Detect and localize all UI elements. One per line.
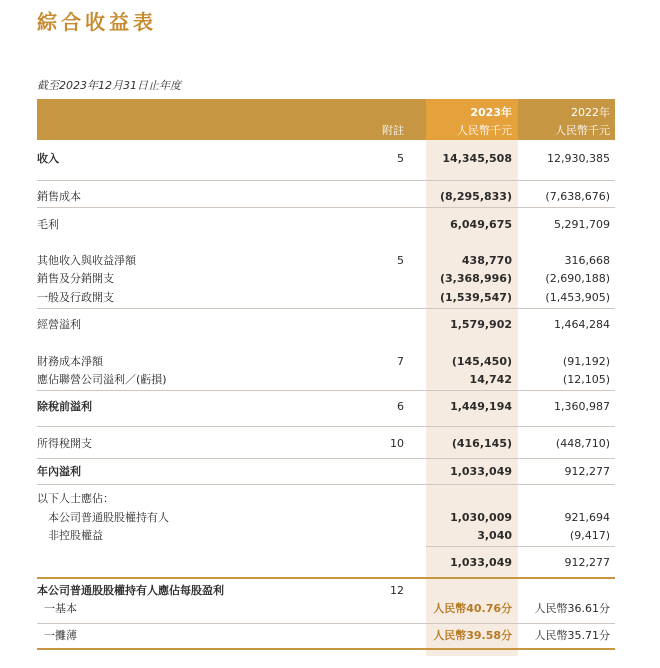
row-prior: 1,360,987 <box>554 400 610 413</box>
row-prior: 人民幣35.71分 <box>534 629 610 642</box>
table-row-eps-basic <box>0 601 660 617</box>
table-row <box>0 491 660 507</box>
page-title: 綜合收益表 <box>37 10 157 34</box>
table-row <box>0 317 660 333</box>
table-row <box>0 253 660 269</box>
table-row <box>0 189 660 205</box>
row-prior: 5,291,709 <box>554 218 610 231</box>
row-note: 5 <box>397 254 404 267</box>
row-prior: 人民幣36.61分 <box>534 602 610 615</box>
row-note: 6 <box>397 400 404 413</box>
row-prior: 316,668 <box>564 254 610 267</box>
divider <box>37 390 615 391</box>
row-label: 收入 <box>37 152 59 165</box>
row-current: 6,049,675 <box>450 218 512 231</box>
row-label: 一攤薄 <box>44 629 77 642</box>
row-current: 1,033,049 <box>450 465 512 478</box>
current-unit-header: 人民幣千元 <box>457 124 512 137</box>
row-label: 本公司普通股股權持有人應佔每股盈利 <box>37 584 224 597</box>
divider <box>37 484 615 485</box>
row-prior: (9,417) <box>569 529 610 542</box>
divider <box>37 180 615 181</box>
row-label: 毛利 <box>37 218 59 231</box>
row-note: 5 <box>397 152 404 165</box>
row-prior: 912,277 <box>564 465 610 478</box>
row-note: 12 <box>390 584 404 597</box>
row-current: (3,368,996) <box>440 272 512 285</box>
divider <box>37 458 615 459</box>
row-prior: (7,638,676) <box>545 190 610 203</box>
row-prior: (448,710) <box>555 437 610 450</box>
current-year-header: 2023年 <box>470 106 512 119</box>
table-row <box>0 271 660 287</box>
row-current: 1,579,902 <box>450 318 512 331</box>
row-current: (145,450) <box>451 355 512 368</box>
row-label: 所得稅開支 <box>37 437 92 450</box>
table-row <box>0 217 660 233</box>
table-row <box>0 528 660 544</box>
table-row <box>0 372 660 388</box>
divider-thick <box>37 577 615 579</box>
table-row-eps-diluted <box>0 628 660 644</box>
row-current: 1,033,049 <box>450 556 512 569</box>
row-label: 財務成本淨額 <box>37 355 103 368</box>
row-label: 應佔聯營公司溢利／(虧損) <box>37 373 167 386</box>
note-column-header: 附註 <box>382 124 404 137</box>
table-row-revenue <box>0 151 660 167</box>
table-row <box>0 436 660 452</box>
row-label: 非控股權益 <box>48 529 103 542</box>
row-current: 人民幣40.76分 <box>433 602 512 615</box>
row-current: 人民幣39.58分 <box>433 629 512 642</box>
row-label: 一般及行政開支 <box>37 291 114 304</box>
row-current: (1,539,547) <box>440 291 512 304</box>
table-row <box>0 510 660 526</box>
row-prior: 912,277 <box>564 556 610 569</box>
row-prior: 12,930,385 <box>547 152 610 165</box>
row-label: 銷售成本 <box>37 190 81 203</box>
row-current: 1,030,009 <box>450 511 512 524</box>
row-prior: (12,105) <box>562 373 610 386</box>
row-prior: 921,694 <box>564 511 610 524</box>
row-current: 438,770 <box>461 254 512 267</box>
table-row-profit-before-tax <box>0 399 660 415</box>
row-note: 10 <box>390 437 404 450</box>
row-current: 14,345,508 <box>442 152 512 165</box>
prior-year-header: 2022年 <box>571 106 610 119</box>
divider <box>37 426 615 427</box>
row-label: 除稅前溢利 <box>37 400 92 413</box>
period-subtitle: 截至2023年12月31日止年度 <box>37 79 181 92</box>
prior-unit-header: 人民幣千元 <box>555 124 610 137</box>
row-prior: (2,690,188) <box>545 272 610 285</box>
subtotal-divider <box>426 546 615 547</box>
divider-thick <box>37 648 615 650</box>
row-prior: (91,192) <box>562 355 610 368</box>
row-current: 1,449,194 <box>450 400 512 413</box>
row-label: 本公司普通股股權持有人 <box>48 511 169 524</box>
row-prior: 1,464,284 <box>554 318 610 331</box>
row-note: 7 <box>397 355 404 368</box>
row-prior: (1,453,905) <box>545 291 610 304</box>
table-row-eps-heading <box>0 583 660 599</box>
table-row <box>0 290 660 306</box>
divider <box>37 207 615 208</box>
row-label: 年內溢利 <box>37 465 81 478</box>
row-current: (416,145) <box>451 437 512 450</box>
table-row-total <box>0 555 660 571</box>
row-current: 3,040 <box>477 529 512 542</box>
row-label: 銷售及分銷開支 <box>37 272 114 285</box>
row-current: (8,295,833) <box>440 190 512 203</box>
row-label: 一基本 <box>44 602 77 615</box>
row-label: 以下人士應佔： <box>37 492 114 505</box>
divider <box>37 623 615 624</box>
divider <box>37 308 615 309</box>
table-row <box>0 354 660 370</box>
row-label: 其他收入與收益淨額 <box>37 254 136 267</box>
row-current: 14,742 <box>469 373 512 386</box>
table-row-profit-for-year <box>0 464 660 480</box>
row-label: 經營溢利 <box>37 318 81 331</box>
